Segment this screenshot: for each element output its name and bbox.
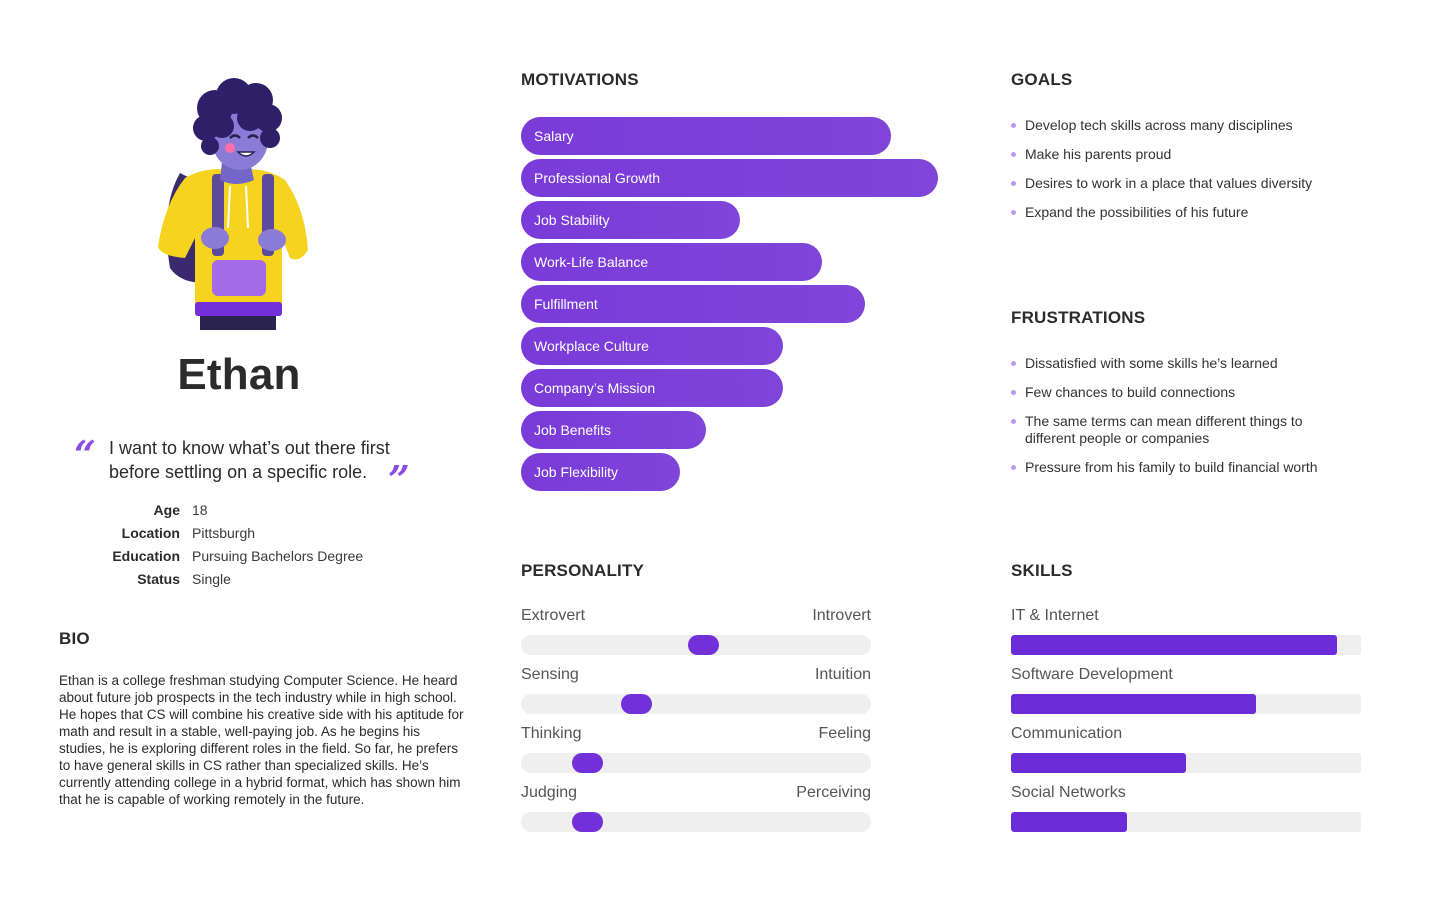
trait-scale-track xyxy=(521,812,871,832)
motivations-title: MOTIVATIONS xyxy=(521,70,639,89)
info-label: Education xyxy=(112,548,180,564)
skill-bar-fill xyxy=(1011,812,1127,832)
quote-close-icon: ” xyxy=(388,457,410,502)
info-value: 18 xyxy=(192,502,208,518)
skill-label: Communication xyxy=(1011,725,1123,742)
info-row-education xyxy=(0,548,478,568)
skill-label: Software Development xyxy=(1011,666,1173,683)
trait-scale-knob xyxy=(572,812,603,832)
motivation-bar: Company’s Mission xyxy=(521,369,783,407)
trait-scale-knob xyxy=(688,635,719,655)
info-row-age xyxy=(0,502,478,522)
goal-item: Desires to work in a place that values diversity xyxy=(1011,175,1371,192)
trait-left-label: Sensing xyxy=(521,666,579,683)
info-label: Age xyxy=(153,502,180,518)
frustration-item: Few chances to build connections xyxy=(1011,384,1351,401)
info-label: Status xyxy=(137,571,180,587)
trait-scale-knob xyxy=(621,694,652,714)
frustrations-title: FRUSTRATIONS xyxy=(1011,308,1146,327)
info-row-status xyxy=(0,571,478,591)
trait-right-label: Introvert xyxy=(812,607,871,624)
frustration-item: Pressure from his family to build financial worth xyxy=(1011,459,1351,476)
skill-label: Social Networks xyxy=(1011,784,1126,801)
info-value: Single xyxy=(192,571,231,587)
motivation-bar: Professional Growth xyxy=(521,159,938,197)
trait-right-label: Feeling xyxy=(818,725,871,742)
goals-title: GOALS xyxy=(1011,70,1073,89)
bio-title: BIO xyxy=(59,629,90,648)
skills-title: SKILLS xyxy=(1011,561,1073,580)
trait-right-label: Perceiving xyxy=(796,784,871,801)
persona-name: Ethan xyxy=(177,350,301,399)
frustration-item: Dissatisfied with some skills he’s learned xyxy=(1011,355,1351,372)
goal-item: Expand the possibilities of his future xyxy=(1011,204,1371,221)
bio-text: Ethan is a college freshman studying Computer Science. He heard about future job prospects in the tech industry while in high school. He hopes that CS will combine his creative side with his aptitude for math and result in a stable, well-paying job. As he begins his studies, he is exploring different roles in the field. So far, he prefers to have general skills in CS rather than specialized skills. He’s currently attending college in a hybrid format, which has shown him that he is capable of working remotely in the future. xyxy=(59,673,464,807)
skill-bar-fill xyxy=(1011,753,1186,773)
goal-item: Make his parents proud xyxy=(1011,146,1371,163)
trait-scale-knob xyxy=(572,753,603,773)
trait-right-label: Intuition xyxy=(814,666,871,683)
motivation-bar: Fulfillment xyxy=(521,285,865,323)
info-value: Pursuing Bachelors Degree xyxy=(192,548,364,564)
motivation-bar: Workplace Culture xyxy=(521,327,783,365)
motivation-bar: Salary xyxy=(521,117,891,155)
trait-left-label: Extrovert xyxy=(521,607,586,624)
persona-quote: I want to know what’s out there first before settling on a specific role. xyxy=(109,438,390,482)
info-row-location xyxy=(0,525,478,545)
skill-bar-track xyxy=(1011,635,1361,655)
trait-scale-track xyxy=(521,635,871,655)
skill-label: IT & Internet xyxy=(1011,607,1099,624)
personality-title: PERSONALITY xyxy=(521,561,645,580)
motivation-bar: Job Benefits xyxy=(521,411,706,449)
quote-open-icon: “ xyxy=(74,432,96,477)
skill-bar-track xyxy=(1011,753,1361,773)
goal-item: Develop tech skills across many disciplines xyxy=(1011,117,1371,134)
trait-scale-track xyxy=(521,753,871,773)
skill-bar-fill xyxy=(1011,694,1256,714)
info-label: Location xyxy=(121,525,180,541)
motivation-bar: Work-Life Balance xyxy=(521,243,822,281)
trait-left-label: Judging xyxy=(521,784,578,801)
trait-scale-track xyxy=(521,694,871,714)
skill-bar-track xyxy=(1011,812,1361,832)
persona-avatar-illustration xyxy=(150,78,320,330)
skill-bar-track xyxy=(1011,694,1361,714)
skill-bar-fill xyxy=(1011,635,1337,655)
info-value: Pittsburgh xyxy=(192,525,256,541)
trait-left-label: Thinking xyxy=(521,725,582,742)
motivation-bar: Job Flexibility xyxy=(521,453,680,491)
frustration-item: The same terms can mean different things to different people or companies xyxy=(1011,413,1351,447)
goals-list xyxy=(1011,117,1371,221)
frustrations-list xyxy=(1011,355,1351,476)
motivation-bar: Job Stability xyxy=(521,201,740,239)
